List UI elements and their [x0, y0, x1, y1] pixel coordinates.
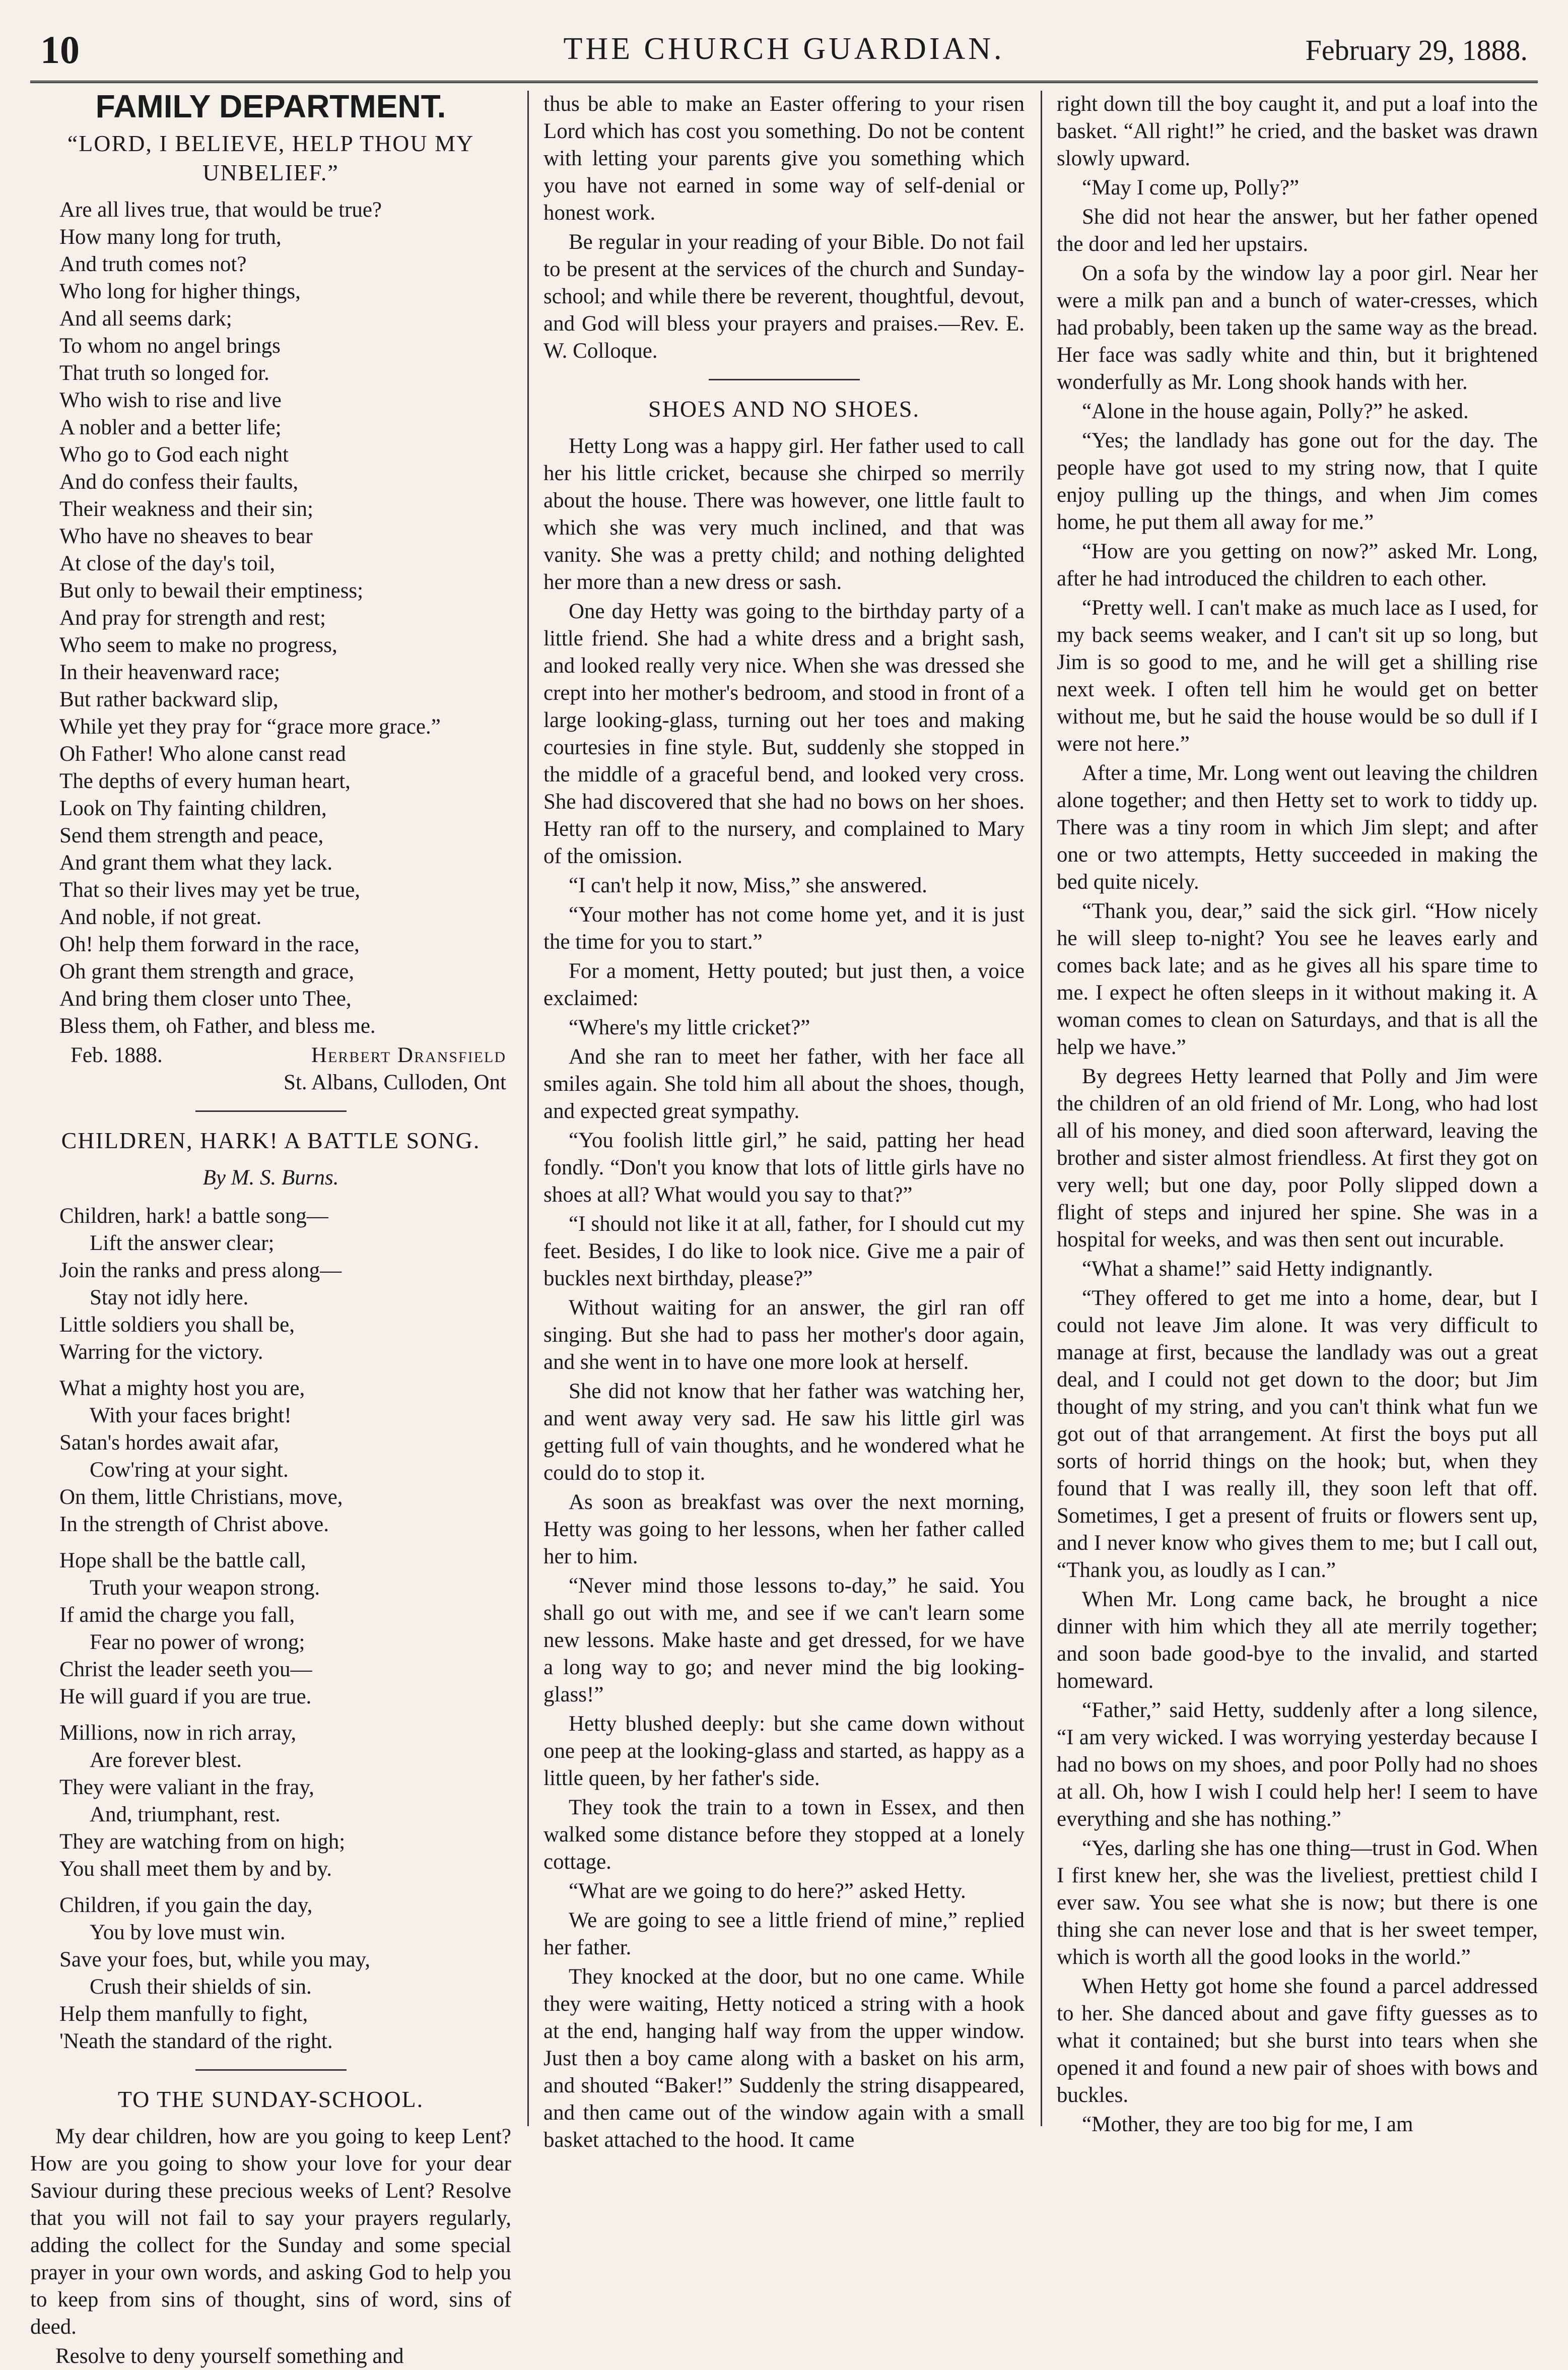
poem-line: Who seem to make no progress, [59, 633, 337, 657]
article-body [30, 2123, 511, 2370]
story-paragraph: Without waiting for an answer, the girl ran off singing. But she had to pass her mother's door again, and she went in to have one more look at herself. [543, 1296, 1025, 1374]
poem-body [59, 1203, 511, 2055]
poem-line: And noble, if not great. [59, 905, 262, 929]
story-paragraph: “May I come up, Polly?” [1082, 176, 1300, 200]
poem-line: They were valiant in the fray, [59, 1775, 314, 1799]
newspaper-page [30, 20, 1538, 2368]
section-divider [195, 2069, 347, 2071]
story-paragraph: As soon as breakfast was over the next morning, Hetty was going to her lessons, when her father called her to him. [543, 1490, 1025, 1568]
story-body [543, 433, 1025, 2154]
department-heading: FAMILY DEPARTMENT. [95, 88, 446, 124]
story-paragraph: “Your mother has not come home yet, and it is just the time for you to start.” [543, 903, 1025, 954]
story-paragraph: “Pretty well. I can't make as much lace as I used, for my back seems weaker, and I can't sit up so long, but Jim is so good to me, and he will get a shilling rise next week. I often tell him he would get on better without me, but he said the house would be so dull if I were not here.” [1057, 596, 1538, 756]
page-number: 10 [40, 28, 80, 72]
section-divider [709, 379, 860, 380]
story-paragraph: Hetty Long was a happy girl. Her father used to call her his little cricket, because she chirped so merrily about the house. There was however, one little fault to which she was very much inclined, and that was vanity. She was a pretty child; and nothing delighted her more than a new dress or sash. [543, 434, 1025, 594]
story-paragraph: “Mother, they are too big for me, I am [1082, 2113, 1413, 2136]
column-rule [1041, 91, 1042, 2126]
poem-line: They are watching from on high; [59, 1830, 346, 1854]
poem-line: That truth so longed for. [59, 361, 269, 385]
story-paragraph: And she ran to meet her father, with her face all smiles again. She told him all about the shoes, though, and expected great sympathy. [543, 1045, 1025, 1123]
story-paragraph: She did not hear the answer, but her father opened the door and led her upstairs. [1057, 205, 1538, 256]
poem-line: Are all lives true, that would be true? [59, 198, 382, 222]
story-paragraph: “I can't help it now, Miss,” she answered. [569, 874, 927, 897]
column-2 [543, 91, 1025, 2152]
story-paragraph: We are going to see a little friend of mine,” replied her father. [543, 1908, 1025, 1959]
story-paragraph: By degrees Hetty learned that Polly and Jim were the children of an old friend of Mr. Long, who had lost all of his money, and died soon afterward, leaving the brother and sister almost friendless. At first they got on very well; but one day, poor Polly slipped down a flight of steps and injured her spine. She was in a hospital for weeks, and was then sent out incurable. [1057, 1065, 1538, 1252]
poem-line: And bring them closer unto Thee, [59, 987, 352, 1011]
column-rule [527, 91, 529, 2126]
section-divider [195, 1110, 347, 1112]
poem-line: He will guard if you are true. [59, 1685, 312, 1708]
poem-title: “LORD, I BELIEVE, HELP THOU MY UNBELIEF.” [67, 130, 474, 185]
poem-stanza [59, 1547, 511, 1710]
poem-date: Feb. 1888. [71, 1043, 163, 1067]
poem-author: Herbert Dransfield [311, 1043, 506, 1067]
poem-line: Look on Thy fainting children, [59, 797, 327, 820]
poem-line: And truth comes not? [59, 252, 247, 276]
poem-line: Who go to God each night [59, 443, 289, 467]
article-paragraph: Resolve to deny yourself something and [55, 2344, 404, 2368]
article-paragraph: Be regular in your reading of your Bible. Do not fail to be present at the services of the church and Sunday-school; and while there be reverent, thoughtful, devout, and God will bless your prayers and praises.—Rev. E. W. Colloque. [543, 230, 1025, 363]
story-paragraph: “Yes; the landlady has gone out for the day. The people have got used to my string now, that I quite enjoy pulling up the things, and when Jim comes home, he put them all away for me.” [1057, 429, 1538, 534]
story-title: SHOES AND NO SHOES. [648, 396, 920, 422]
poem-line: Stay not idly here. [90, 1286, 249, 1309]
poem-line: Warring for the victory. [59, 1340, 263, 1364]
article-continuation [543, 91, 1025, 365]
story-paragraph: After a time, Mr. Long went out leaving the children alone together; and then Hetty set to work to tiddy up. There was a tiny room in which Jim slept; and after one or two attempts, Hetty succeeded in making the bed quite nicely. [1057, 761, 1538, 894]
story-paragraph: When Mr. Long came back, he brought a nice dinner with him which they all ate merrily together; and soon bade good-bye to the invalid, and started homeward. [1057, 1588, 1538, 1693]
story-paragraph: One day Hetty was going to the birthday party of a little friend. She had a white dress and a bright sash, and looked really very nice. When she was dressed she crept into her mother's bedroom, and stood in front of a large looking-glass, turning out her toes and making courtesies in fine style. But, suddenly she stopped in the middle of a graceful bend, and looked very cross. She had discovered that she had no bows on her shoes. Hetty ran off to the nursery, and complained to Mary of the omission. [543, 600, 1025, 868]
poem-line: Lift the answer clear; [90, 1231, 275, 1255]
poem-line: If amid the charge you fall, [59, 1603, 295, 1627]
poem-line: Who have no sheaves to bear [59, 524, 313, 548]
poem-line: Millions, now in rich array, [59, 1721, 297, 1745]
poem-line: Bless them, oh Father, and bless me. [59, 1014, 376, 1038]
story-paragraph: Hetty blushed deeply: but she came down without one peep at the looking-glass and started, as happy as a little queen, by her father's side. [543, 1712, 1025, 1790]
poem-line: Little soldiers you shall be, [59, 1313, 295, 1337]
article-paragraph: thus be able to make an Easter offering to your risen Lord which has cost you something. Do not be content with letting your parents give you something which you have not earned in some way of self-denial or honest work. [543, 92, 1025, 225]
poem-line: But rather backward slip, [59, 688, 279, 711]
poem-line: That so their lives may yet be true, [59, 878, 361, 902]
story-continuation [1057, 91, 1538, 2138]
poem-line: Children, if you gain the day, [59, 1893, 313, 1917]
story-paragraph: On a sofa by the window lay a poor girl. Near her were a milk pan and a bunch of water-cresses, which had probably, been taken up the same way as the bread. Her face was sadly white and thin, but it brightened wonderfully as Mr. Long shook hands with her. [1057, 261, 1538, 394]
poem-line: Truth your weapon strong. [90, 1576, 320, 1600]
poem-line: Crush their shields of sin. [90, 1975, 312, 1999]
poem-line: To whom no angel brings [59, 334, 281, 358]
article-title: TO THE SUNDAY-SCHOOL. [117, 2086, 424, 2112]
story-paragraph: “Never mind those lessons to-day,” he said. You shall go out with me, and see if we can't learn some new lessons. Make haste and get dressed, for we have a long way to go; and never mind the big looking-glass!” [543, 1574, 1025, 1706]
poem-line: Help them manfully to fight, [59, 2002, 308, 2026]
poem-signature [71, 1042, 506, 1069]
poem-line: But only to bewail their emptiness; [59, 579, 364, 603]
poem-line: Save your foes, but, while you may, [59, 1948, 371, 1971]
poem-line: And, triumphant, rest. [90, 1803, 281, 1826]
poem-line: In their heavenward race; [59, 661, 281, 684]
poem-line: In the strength of Christ above. [59, 1512, 329, 1536]
poem-line: Join the ranks and press along— [59, 1259, 342, 1282]
poem-line: A nobler and a better life; [59, 416, 282, 439]
story-paragraph: For a moment, Hetty pouted; but just then, a voice exclaimed: [543, 959, 1025, 1010]
poem-line: And grant them what they lack. [59, 851, 333, 875]
poem-line: Oh Father! Who alone canst read [59, 742, 346, 766]
story-paragraph: They knocked at the door, but no one came. While they were waiting, Hetty noticed a string with a hook at the end, hanging half way from the upper window. Just then a boy came along with a basket on his arm, and shouted “Baker!” Suddenly the string disappeared, and then came out of the window again with a small basket attached to the hood. It came [543, 1965, 1025, 2152]
poem-line: And do confess their faults, [59, 470, 299, 494]
story-paragraph: “How are you getting on now?” asked Mr. Long, after he had introduced the children to each other. [1057, 540, 1538, 590]
poem-stanza [59, 1892, 511, 2055]
story-paragraph: “You foolish little girl,” he said, patting her head fondly. “Don't you know that lots of little girls have no shoes at all? What would you say to that?” [543, 1129, 1025, 1207]
poem-line: You shall meet them by and by. [59, 1857, 332, 1881]
story-paragraph: “Where's my little cricket?” [569, 1016, 810, 1039]
poem-stanza [59, 1720, 511, 1883]
poem-line: And all seems dark; [59, 307, 232, 331]
article-paragraph: My dear children, how are you going to keep Lent? How are you going to show your love for your dear Saviour during these precious weeks of Lent? Resolve that you will not fail to say your prayers regularly, adding the collect for the Sunday and some special prayer in your own words, and asking God to help you to keep from sins of thought, sins of word, sins of deed. [30, 2125, 511, 2339]
poem-line: Satan's hordes await afar, [59, 1431, 279, 1455]
poem-line: Who wish to rise and live [59, 388, 282, 412]
poem-title: CHILDREN, HARK! A BATTLE SONG. [61, 1128, 481, 1153]
column-3 [1057, 91, 1538, 2136]
poem-line: 'Neath the standard of the right. [59, 2029, 333, 2053]
masthead [30, 20, 1538, 83]
poem-line: Are forever blest. [90, 1748, 242, 1772]
poem-line: At close of the day's toil, [59, 552, 276, 575]
newspaper-title: THE CHURCH GUARDIAN. [563, 32, 1005, 66]
poem-line: While yet they pray for “grace more grace.” [59, 715, 441, 739]
poem-line: Their weakness and their sin; [59, 497, 313, 521]
poem-stanza [59, 1203, 511, 1366]
poem-line: Who long for higher things, [59, 280, 301, 303]
poem-line: Send them strength and peace, [59, 824, 324, 847]
story-paragraph: “Alone in the house again, Polly?” he asked. [1082, 400, 1469, 423]
poem-line: Cow'ring at your sight. [90, 1458, 289, 1482]
story-paragraph: “I should not like it at all, father, for I should cut my feet. Besides, I do like to look nice. Give me a pair of buckles next birthday, please?” [543, 1212, 1025, 1290]
poem-line: The depths of every human heart, [59, 769, 351, 793]
story-paragraph: When Hetty got home she found a parcel addressed to her. She danced about and gave fifty guesses as to what it contained; but she burst into tears when she opened it and found a new pair of shoes with bows and buckles. [1057, 1974, 1538, 2107]
poem-line: How many long for truth, [59, 225, 282, 249]
poem-stanza [59, 1375, 511, 1538]
poem-line: Oh grant them strength and grace, [59, 960, 355, 983]
issue-date: February 29, 1888. [1305, 34, 1528, 67]
story-paragraph: “Father,” said Hetty, suddenly after a long silence, “I am very wicked. I was worrying yesterday because I had no bows on my shoes, and poor Polly had no shoes at all. Oh, how I wish I could help her! I seem to have everything and she has nothing.” [1057, 1698, 1538, 1831]
poem-line: What a mighty host you are, [59, 1376, 305, 1400]
poem-line: On them, little Christians, move, [59, 1485, 343, 1509]
column-1 [30, 88, 511, 2368]
story-paragraph: “Thank you, dear,” said the sick girl. “How nicely he will sleep to-night? You see he leaves early and comes back late; and as he gives all his spare time to me. I expect he often sleeps in it without making it. A woman comes to clean on Saturdays, and that is all the help we have.” [1057, 899, 1538, 1059]
poem-place: St. Albans, Culloden, Ont [284, 1071, 506, 1094]
poem-line: Children, hark! a battle song— [59, 1204, 328, 1228]
story-paragraph: “They offered to get me into a home, dear, but I could not leave Jim alone. It was very difficult to manage at first, because the landlady was out a great deal, and I could not get down to the door; but Jim thought of my string, and you can't think what fun we got out of that arrangement. At first the boys put all sorts of horrid things on the hook; but, when they found that I was really ill, they soon left that off. Sometimes, I get a present of fruits or flowers sent up, and I never know who gives them to me; but I call out, “Thank you, as loudly as I can.” [1057, 1286, 1538, 1582]
poem-line: You by love must win. [90, 1921, 286, 1944]
poem-line: With your faces bright! [90, 1404, 292, 1427]
poem-line: Christ the leader seeth you— [59, 1658, 312, 1681]
poem-line: Hope shall be the battle call, [59, 1549, 306, 1572]
poem-body [59, 196, 511, 1040]
story-paragraph: right down till the boy caught it, and put a loaf into the basket. “All right!” he cried, and the basket was drawn slowly upward. [1057, 92, 1538, 170]
poem-line: Fear no power of wrong; [90, 1630, 305, 1654]
story-paragraph: “What a shame!” said Hetty indignantly. [1082, 1257, 1433, 1281]
story-paragraph: “What are we going to do here?” asked Hetty. [569, 1879, 966, 1903]
story-paragraph: They took the train to a town in Essex, and then walked some distance before they stopped at a lonely cottage. [543, 1796, 1025, 1874]
poem-line: Oh! help them forward in the race, [59, 933, 360, 956]
poem-byline: By M. S. Burns. [202, 1166, 339, 1190]
story-paragraph: “Yes, darling she has one thing—trust in God. When I first knew her, she was the liveliest, prettiest child I ever saw. You see what she is now; but there is one thing she can never lose and that is her sweet temper, which is worth all the good looks in the world.” [1057, 1836, 1538, 1969]
poem-line: And pray for strength and rest; [59, 606, 326, 630]
story-paragraph: She did not know that her father was watching her, and went away very sad. He saw his little girl was getting full of vain thoughts, and he wondered what he could do to stop it. [543, 1379, 1025, 1485]
